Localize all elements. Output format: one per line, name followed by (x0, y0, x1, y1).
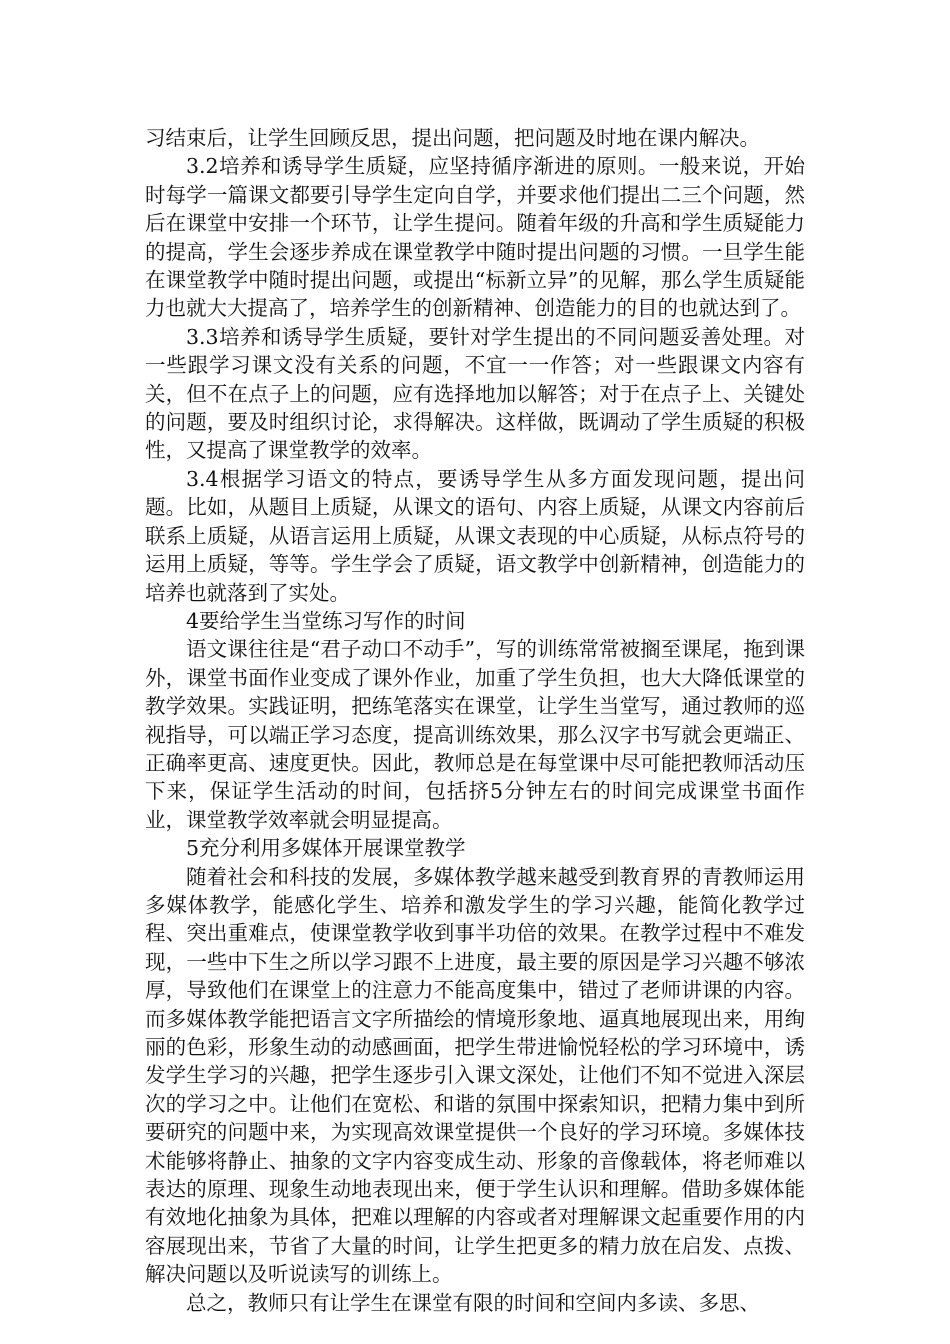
paragraph-section-5: 随着社会和科技的发展，多媒体教学越来越受到教育界的青教师运用多媒体教学，能感化学生、培养和激发学生的学习兴趣，能简化教学过程、突出重难点，使课堂教学收到事半功倍的效果。在教学过程中不难发现，一些中下生之所以学习跟不上进度，最主要的原因是学习兴趣不够浓厚，导致他们在课堂上的注意力不能高度集中，错过了老师讲课的内容。而多媒体教学能把语言文字所描绘的情境形象地、逼真地展现出来，用绚丽的色彩，形象生动的动感画面，把学生带进愉悦轻松的学习环境中，诱发学生学习的兴趣，把学生逐步引入课文深处，让他们不知不觉进入深层次的学习之中。让他们在宽松、和谐的氛围中探索知识，把精力集中到所要研究的问题中来，为实现高效课堂提供一个良好的学习环境。多媒体技术能够将静止、抽象的文字内容变成生动、形象的音像载体，将老师难以表达的原理、现象生动地表现出来，便于学生认识和理解。借助多媒体能有效地化抽象为具体，把难以理解的内容或者对理解课文起重要作用的内容展现出来，节省了大量的时间，让学生把更多的精力放在启发、点拨、解决问题以及听说读写的训练上。 (145, 864, 805, 1287)
paragraph-continuation: 习结束后，让学生回顾反思，提出问题，把问题及时地在课内解决。 (145, 126, 760, 150)
paragraph-3-4: 3.4根据学习语文的特点，要诱导学生从多方面发现问题，提出问题。比如，从题目上质疑，从课文的语句、内容上质疑，从课文内容前后联系上质疑，从语言运用上质疑，从课文表现的中心质疑，从标点符号的运用上质疑，等等。学生学会了质疑，语文教学中创新精神，创造能力的培养也就落到了实处。 (145, 466, 805, 605)
section-heading-5: 5充分利用多媒体开展课堂教学 (186, 836, 466, 861)
paragraph-section-4: 语文课往往是“君子动口不动手”，写的训练常常被搁至课尾，拖到课外，课堂书面作业变成了课外作业，加重了学生负担，也大大降低课堂的教学效果。实践证明，把练笔落实在课堂，让学生当堂写，通过教师的巡视指导，可以端正学习态度，提高训练效果，那么汉字书写就会更端正、正确率更高、速度更快。因此，教师总是在每堂课中尽可能把教师活动压下来，保证学生活动的时间，包括挤5分钟左右的时间完成课堂书面作业，课堂教学效率就会明显提高。 (145, 637, 805, 832)
paragraph-conclusion: 总之，教师只有让学生在课堂有限的时间和空间内多读、多思、 (186, 1290, 760, 1315)
paragraph-3-3: 3.3培养和诱导学生质疑，要针对学生提出的不同问题妥善处理。对一些跟学习课文没有关系的问题，不宜一一作答；对一些跟课文内容有关，但不在点子上的问题，应有选择地加以解答；对于在点子上、关键处的问题，要及时组织讨论，求得解决。这样做，既调动了学生质疑的积极性，又提高了课堂教学的效率。 (145, 324, 805, 463)
section-heading-4: 4要给学生当堂练习写作的时间 (186, 608, 466, 633)
paragraph-3-2: 3.2培养和诱导学生质疑，应坚持循序渐进的原则。一般来说，开始时每学一篇课文都要引导学生定向自学，并要求他们提出二三个问题，然后在课堂中安排一个环节，让学生提问。随着年级的升高和学生质疑能力的提高，学生会逐步养成在课堂教学中随时提出问题的习惯。一旦学生能在课堂教学中随时提出问题，或提出“标新立异”的见解，那么学生质疑能力也就大大提高了，培养学生的创新精神、创造能力的目的也就达到了。 (145, 154, 805, 321)
document-body (145, 124, 805, 1317)
